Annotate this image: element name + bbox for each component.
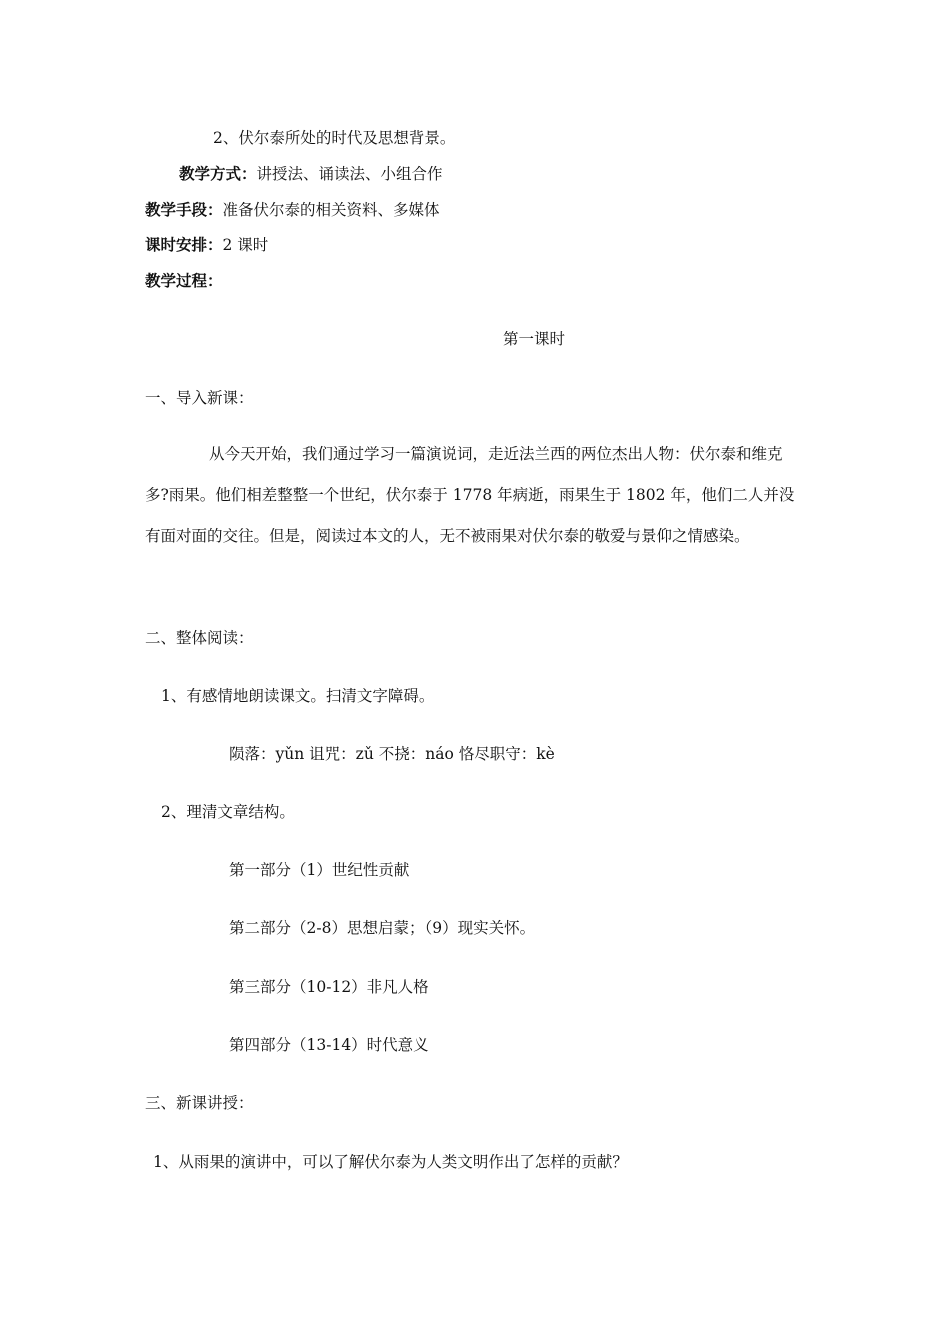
teaching-means-label: 教学手段： — [145, 200, 223, 219]
teaching-method-value: 讲授法、诵读法、小组合作 — [256, 165, 443, 183]
teaching-method-label: 教学方式： — [179, 164, 257, 183]
class-hours-label: 课时安排： — [145, 235, 223, 254]
reading-step-1: 1、有感情地朗读课文。扫清文字障碍。 — [161, 687, 435, 705]
lesson-title: 第一课时 — [503, 330, 566, 348]
structure-part-3: 第三部分（10-12）非凡人格 — [229, 978, 429, 996]
teaching-method-row — [179, 164, 443, 184]
structure-part-4: 第四部分（13-14）时代意义 — [229, 1036, 429, 1054]
teaching-means-row — [145, 200, 440, 220]
class-hours-value: 2 课时 — [222, 236, 269, 254]
teaching-means-value: 准备伏尔泰的相关资料、多媒体 — [222, 201, 440, 219]
class-hours-row — [145, 235, 268, 255]
section2-title: 二、整体阅读： — [145, 629, 254, 647]
intro-paragraph: 从今天开始，我们通过学习一篇演说词，走近法兰西的两位杰出人物：伏尔泰和维克多?雨果。他们相差整整一个世纪，伏尔泰于 1778 年病逝，雨果生于 1802 年，他们二人并没有面对面的交往。但是，阅读过本文的人，无不被雨果对伏尔泰的敬爱与景仰之情感染。 — [145, 445, 795, 545]
lecture-question-1: 1、从雨果的演讲中，可以了解伏尔泰为人类文明作出了怎样的贡献？ — [153, 1153, 628, 1171]
pinyin-line: 陨落：yǔn 诅咒：zǔ 不挠：náo 恪尽职守：kè — [229, 745, 555, 763]
reading-step-2: 2、理清文章结构。 — [161, 803, 295, 821]
section1-title: 一、导入新课： — [145, 389, 254, 407]
outline-item-2: 2、伏尔泰所处的时代及思想背景。 — [213, 129, 456, 147]
section3-title: 三、新课讲授： — [145, 1094, 254, 1112]
structure-part-2: 第二部分（2-8）思想启蒙；（9）现实关怀。 — [229, 919, 536, 937]
teaching-process-label: 教学过程： — [145, 271, 223, 290]
structure-part-1: 第一部分（1）世纪性贡献 — [229, 861, 410, 879]
